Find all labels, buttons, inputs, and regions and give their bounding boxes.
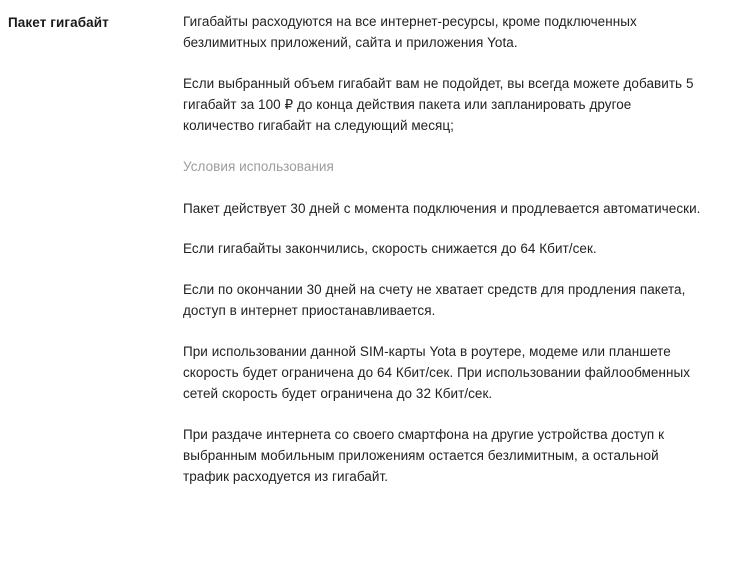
term-title: Пакет гигабайт	[8, 15, 109, 30]
description-paragraph-1: Гигабайты расходуются на все интернет-ресурсы, кроме подключенных безлимитных приложений, сайта и приложения Yota.	[183, 14, 637, 50]
usage-term-paragraph-2: Если гигабайты закончились, скорость снижается до 64 Кбит/сек.	[183, 241, 597, 257]
usage-term-paragraph-1: Пакет действует 30 дней с момента подключения и продлевается автоматически.	[183, 200, 701, 216]
usage-term-paragraph-3: Если по окончании 30 дней на счету не хватает средств для продления пакета, доступ в интернет приостанавливается.	[183, 282, 686, 319]
usage-term-paragraph-5: При раздаче интернета со своего смартфона на другие устройства доступ к выбранным мобильным приложениям остается безлимитным, а остальной трафик расходуется из гигабайт.	[183, 426, 665, 484]
usage-term-paragraph-4: При использовании данной SIM-карты Yota в роутере, модеме или планшете скорость будет ограничена до 64 Кбит/сек. При использовании файлообменных сетей скорость будет ограничена до 32 Кбит/сек.	[183, 344, 691, 402]
usage-terms-subheading: Условия использования	[183, 158, 334, 174]
definition-row	[8, 12, 724, 488]
description-paragraph-2: Если выбранный объем гигабайт вам не подойдет, вы всегда можете добавить 5 гигабайт за 100 ₽ до конца действия пакета или запланировать другое количество гигабайт на следующий месяц;	[183, 75, 694, 133]
description-column	[180, 12, 724, 488]
term-column	[8, 12, 180, 33]
